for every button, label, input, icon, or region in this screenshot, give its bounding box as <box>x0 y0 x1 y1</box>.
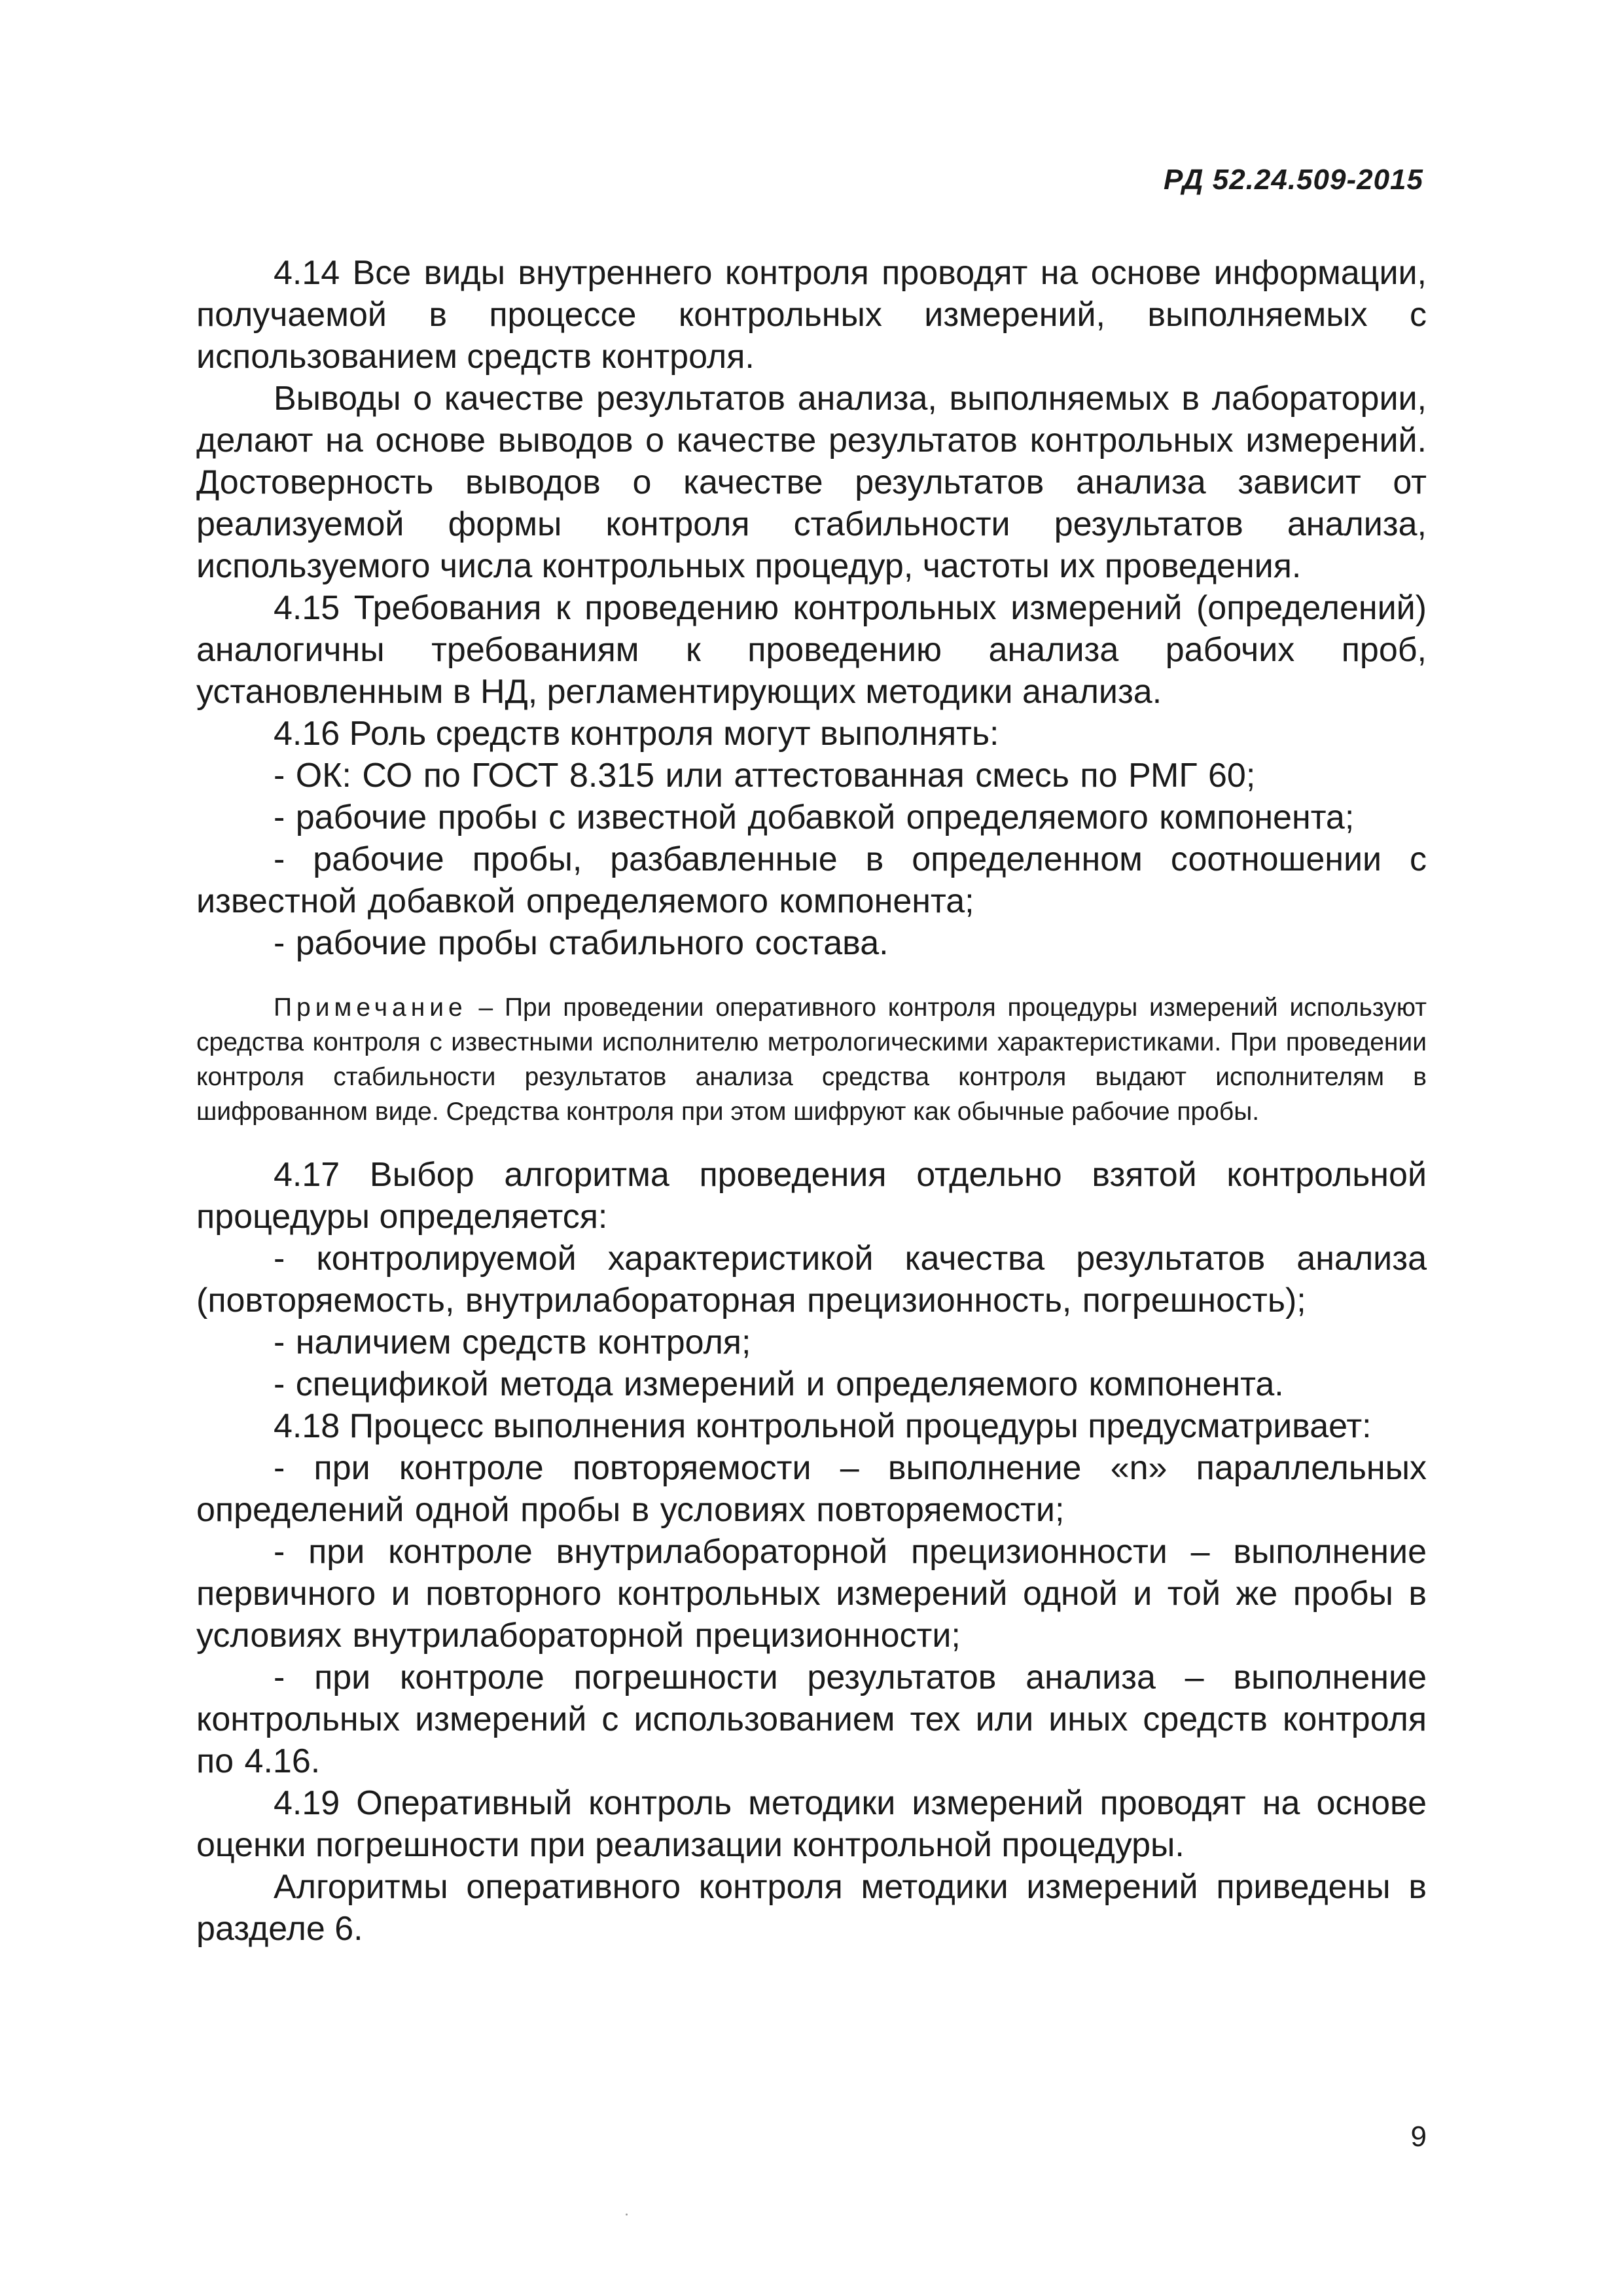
list-item: - ОК: СО по ГОСТ 8.315 или аттестованная смесь по РМГ 60; <box>274 757 1256 795</box>
paragraph-4-17: 4.17 Выбор алгоритма проведения отдельно взятой контрольной процедуры определяется: <box>196 1156 1427 1236</box>
paragraph-4-19: 4.19 Оперативный контроль методики измерений проводят на основе оценки погрешности при реализации контрольной процедуры. <box>196 1784 1427 1864</box>
paragraph-4-18: 4.18 Процесс выполнения контрольной процедуры предусматривает: <box>274 1407 1372 1445</box>
paragraph-4-16: 4.16 Роль средств контроля могут выполнять: <box>274 715 999 753</box>
list-item: - при контроле повторяемости – выполнение «n» параллельных определений одной пробы в условиях повторяемости; <box>196 1449 1427 1529</box>
paragraph-4-19-algorithms: Алгоритмы оперативного контроля методики измерений приведены в разделе 6. <box>196 1868 1427 1948</box>
note <box>196 990 1427 1129</box>
list-item: - рабочие пробы стабильного состава. <box>274 924 889 962</box>
list-item: - наличием средств контроля; <box>274 1323 751 1361</box>
document-body <box>196 252 1427 1950</box>
paragraph-4-14-conclusions: Выводы о качестве результатов анализа, выполняемых в лаборатории, делают на основе выводов о качестве результатов контрольных измерений. Достоверность выводов о качестве результатов анализа зависит от реализуемой формы контроля стабильности результатов анализа, используемого числа контрольных процедур, частоты их проведения. <box>196 380 1427 585</box>
list-item: - при контроле погрешности результатов анализа – выполнение контрольных измерений с использованием тех или иных средств контроля по 4.16. <box>196 1659 1427 1780</box>
paragraph-4-15: 4.15 Требования к проведению контрольных измерений (определений) аналогичны требованиям к проведению анализа рабочих проб, установленным в НД, регламентирующих методики анализа. <box>196 589 1427 711</box>
paragraph-4-14: 4.14 Все виды внутреннего контроля проводят на основе информации, получаемой в процессе контрольных измерений, выполняемых с использованием средств контроля. <box>196 254 1427 376</box>
page-number: 9 <box>1410 2121 1427 2153</box>
note-label: Примечание <box>274 994 467 1022</box>
scan-speck <box>626 2214 628 2215</box>
list-item: - контролируемой характеристикой качества результатов анализа (повторяемость, внутрилабораторная прецизионность, погрешность); <box>196 1240 1427 1319</box>
list-item: - при контроле внутрилабораторной прецизионности – выполнение первичного и повторного контрольных измерений одной и той же пробы в условиях внутрилабораторной прецизионности; <box>196 1533 1427 1655</box>
list-item: - рабочие пробы с известной добавкой определяемого компонента; <box>274 798 1355 836</box>
note-text: – При проведении оперативного контроля процедуры измерений используют средства контроля с известными исполнителю метрологическими характеристиками. При проведении контроля стабильности результатов анализа средства контроля выдают исполнителям в шифрованном виде. Средства контроля при этом шифруют как обычные рабочие пробы. <box>196 994 1427 1126</box>
list-item: - рабочие пробы, разбавленные в определенном соотношении с известной добавкой определяемого компонента; <box>196 840 1427 920</box>
list-item: - спецификой метода измерений и определяемого компонента. <box>274 1365 1284 1403</box>
document-code-header: РД 52.24.509-2015 <box>1164 164 1423 196</box>
